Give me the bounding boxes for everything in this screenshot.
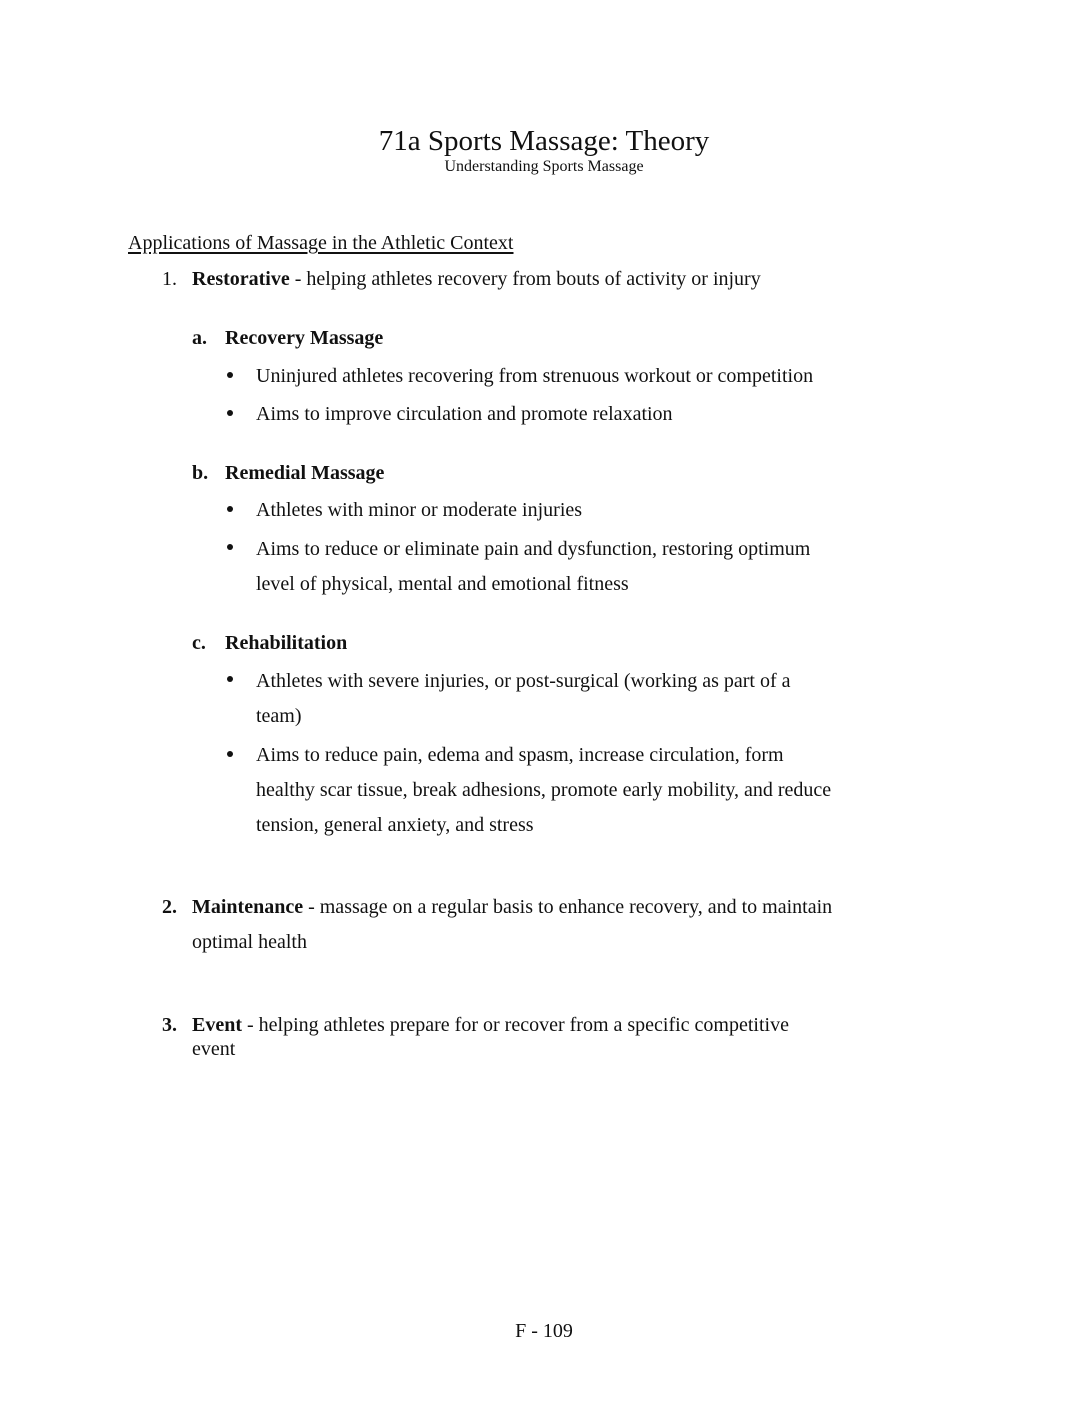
- page-subtitle: Understanding Sports Massage: [444, 158, 644, 175]
- bullet-text-continuation: team): [256, 705, 302, 727]
- item-1-text: [192, 262, 761, 297]
- item-2-text: [192, 890, 832, 925]
- page-number: F - 109: [515, 1320, 573, 1342]
- subitem-a-title: Recovery Massage: [225, 327, 384, 349]
- section-heading: Applications of Massage in the Athletic Context: [128, 232, 514, 254]
- bullet-text-continuation: healthy scar tissue, break adhesions, promote early mobility, and reduce: [256, 779, 832, 801]
- bullet-text-continuation: level of physical, mental and emotional fitness: [256, 573, 629, 595]
- item-3-text: [192, 1008, 789, 1043]
- item-2-term: Maintenance: [192, 896, 304, 918]
- subitem-a-letter: a.: [192, 327, 207, 349]
- bullet-text: Aims to reduce or eliminate pain and dysfunction, restoring optimum: [256, 538, 811, 560]
- bullet-marker: [227, 506, 233, 512]
- subitem-b-title: Remedial Massage: [225, 462, 385, 484]
- item-3-term: Event: [192, 1014, 242, 1036]
- subitem-c-letter: c.: [192, 632, 206, 654]
- item-2-number: 2.: [162, 896, 177, 918]
- bullet-text: Uninjured athletes recovering from strenuous workout or competition: [256, 365, 814, 387]
- item-3-description: - helping athletes prepare for or recover from a specific competitive: [242, 1014, 789, 1036]
- bullet-marker: [227, 676, 233, 682]
- bullet-text-continuation: tension, general anxiety, and stress: [256, 814, 534, 836]
- bullet-text: Athletes with minor or moderate injuries: [256, 499, 583, 521]
- subitem-b-letter: b.: [192, 462, 209, 484]
- bullet-marker: [227, 372, 233, 378]
- bullet-marker: [227, 751, 233, 757]
- bullet-text: Aims to reduce pain, edema and spasm, increase circulation, form: [256, 744, 784, 766]
- bullet-text: Aims to improve circulation and promote relaxation: [256, 403, 673, 425]
- item-2-continuation: optimal health: [192, 931, 307, 953]
- page-title: 71a Sports Massage: Theory: [378, 125, 710, 157]
- bullet-marker: [227, 544, 233, 550]
- item-3-number: 3.: [162, 1014, 177, 1036]
- item-3-continuation: event: [192, 1038, 236, 1060]
- item-1-term: Restorative: [192, 268, 290, 290]
- item-1-description: - helping athletes recovery from bouts of activity or injury: [289, 268, 761, 290]
- bullet-marker: [227, 410, 233, 416]
- item-1-number: 1.: [162, 268, 177, 290]
- bullet-text: Athletes with severe injuries, or post-surgical (working as part of a: [256, 670, 791, 692]
- item-2-description: - massage on a regular basis to enhance recovery, and to maintain: [303, 896, 833, 918]
- subitem-c-title: Rehabilitation: [225, 632, 348, 654]
